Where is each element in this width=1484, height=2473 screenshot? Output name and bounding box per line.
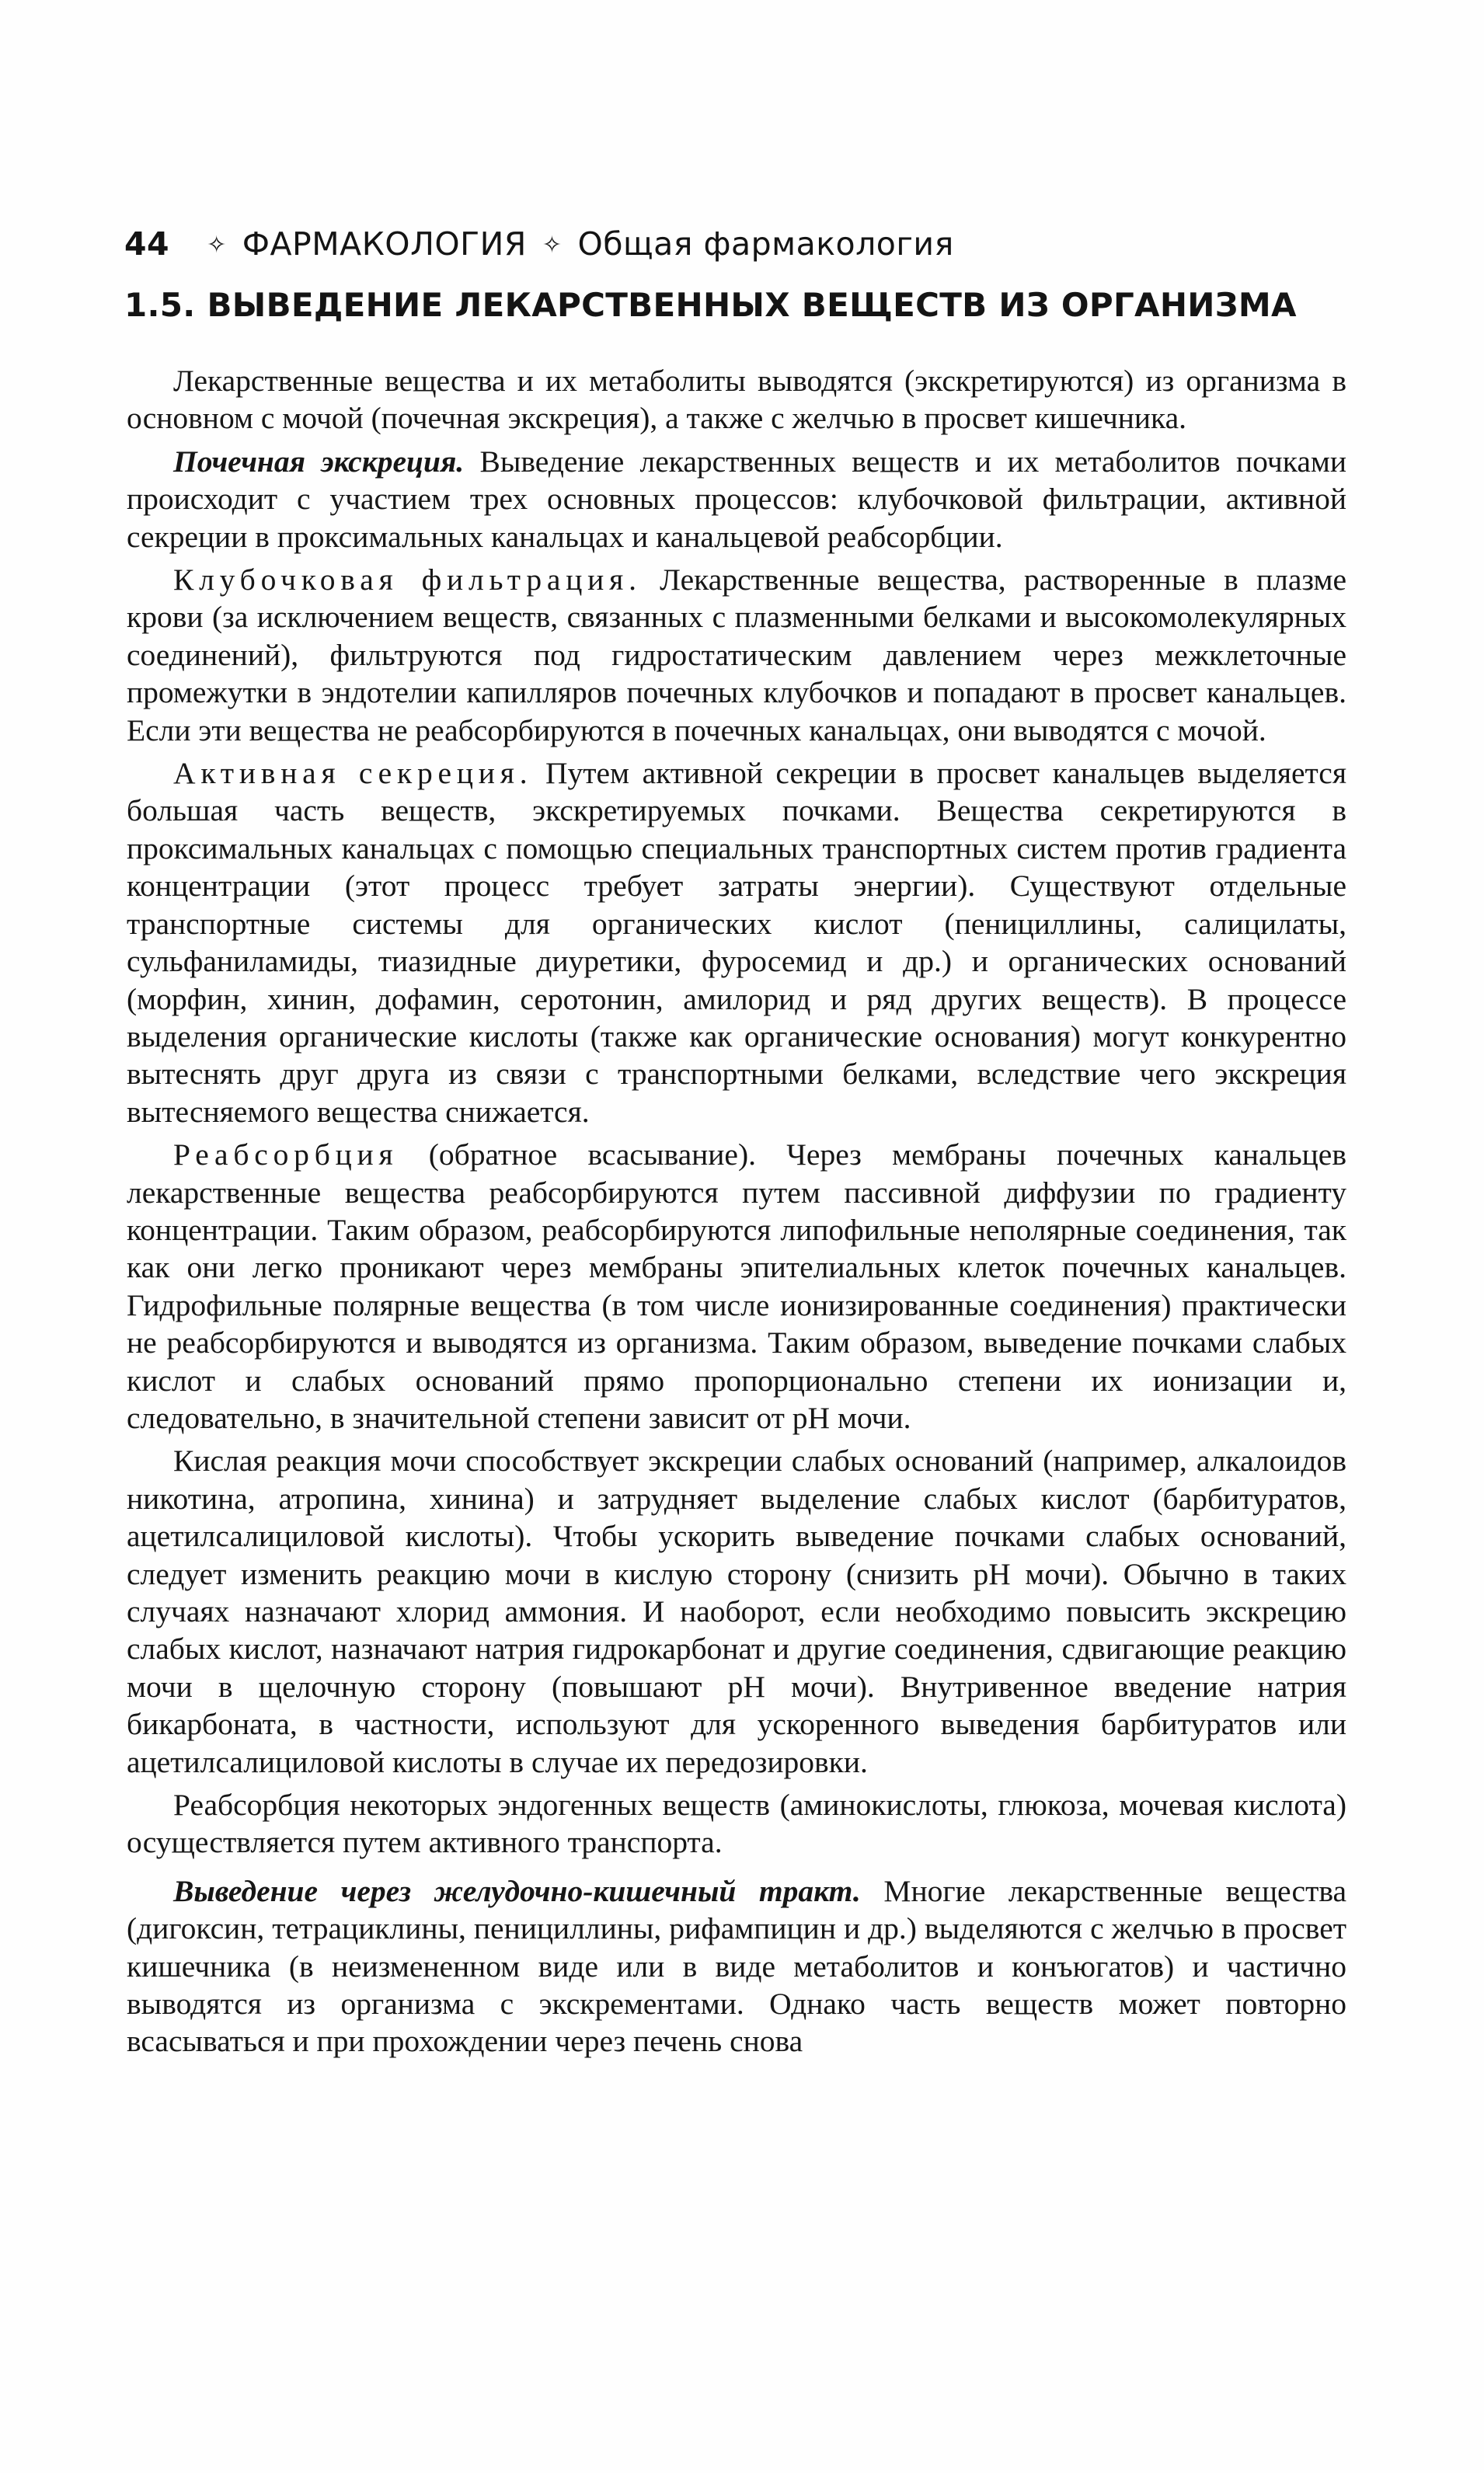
- runin-heading: Выведение через желудочно-кишечный тракт.: [173, 1873, 861, 1908]
- paragraph-renal-excretion: [127, 443, 1346, 556]
- runin-heading: Почечная экскреция.: [173, 444, 465, 479]
- paragraph-reabsorption: [127, 1136, 1346, 1437]
- paragraph-gi-tract: [127, 1872, 1346, 2060]
- spaced-term: Клубочковая фильтрация.: [173, 563, 642, 597]
- diamond-separator-icon: ✧: [542, 232, 563, 259]
- spaced-term: Реабсорбция: [173, 1137, 399, 1172]
- spaced-term: Активная секреция.: [173, 756, 533, 791]
- diamond-separator-icon: ✧: [207, 232, 227, 259]
- paragraph-text: Лекарственные вещества, растворенные в плазме крови (за исключением веществ, связанных с плазменными белками и высокомолекулярных соединений), фильтруются под гидростатическим давлением через межклеточные промежутки в эндотелии капилляров почечных клубочков и попадают в просвет канальцев. Если эти вещества не реабсорбируются в почечных канальцах, они выводятся с мочой.: [127, 563, 1346, 747]
- book-title: ФАРМАКОЛОГИЯ: [242, 225, 527, 263]
- paragraph-intro: Лекарственные вещества и их метаболиты выводятся (экскретируются) из организма в основном с мочой (почечная экскреция), а также с желчью в просвет кишечника.: [127, 364, 1346, 436]
- page-number: 44: [124, 225, 170, 263]
- paragraph-secretion: [127, 754, 1346, 1130]
- paragraph-text: Путем активной секреции в просвет канальцев выделяется большая часть веществ, экскретируемых почками. Вещества секретируются в проксимальных канальцах с помощью специальных транспортных систем против градиента концентрации (этот процесс требует затраты энергии). Существуют отдельные транспортные системы для органических кислот (пенициллины, салицилаты, сульфаниламиды, тиазидные диуретики, фуросемид и др.) и органических оснований (морфин, хинин, дофамин, серотонин, амилорид и ряд других веществ). В процессе выделения органические кислоты (также как органические основания) могут конкурентно вытеснять друг друга из связи с транспортными белками, вследствие чего экскреция вытесняемого вещества снижается.: [127, 756, 1346, 1129]
- body-text: [127, 362, 1346, 2060]
- running-head: [124, 225, 1352, 263]
- paragraph-text: Выведение лекарственных веществ и их метаболитов почками происходит с участием трех основных процессов: клубочковой фильтрации, активной секреции в проксимальных канальцах и канальцевой реабсорбции.: [127, 444, 1346, 554]
- section-title: 1.5. ВЫВЕДЕНИЕ ЛЕКАРСТВЕННЫХ ВЕЩЕСТВ ИЗ ОРГАНИЗМА: [124, 286, 1297, 324]
- paragraph-filtration: [127, 561, 1346, 749]
- paragraph-text: Многие лекарственные вещества (дигоксин, тетрациклины, пенициллины, рифампицин и др.) выделяются с желчью в просвет кишечника (в неизмененном виде или в виде метаболитов и конъюгатов) и частично выводятся из организма с экскрементами. Однако часть веществ может повторно всасываться и при прохождении через печень снова: [127, 1873, 1346, 2059]
- paragraph-text: (обратное всасывание). Через мембраны почечных канальцев лекарственные вещества реабсорбируются путем пассивной диффузии по градиенту концентрации. Таким образом, реабсорбируются липофильные неполярные соединения, так как они легко проникают через мембраны эпителиальных клеток почечных канальцев. Гидрофильные полярные вещества (в том числе ионизированные соединения) практически не реабсорбируются и выводятся из организма. Таким образом, выведение почками слабых кислот и слабых оснований прямо пропорционально степени их ионизации и, следовательно, в значительной степени зависит от pH мочи.: [127, 1137, 1346, 1435]
- part-title: Общая фармакология: [577, 225, 954, 263]
- paragraph-urine-acidity: Кислая реакция мочи способствует экскреции слабых оснований (например, алкалоидов никотина, атропина, хинина) и затрудняет выделение слабых кислот (барбитуратов, ацетилсалициловой кислоты). Чтобы ускорить выведение почками слабых оснований, следует изменить реакцию мочи в кислую сторону (снизить pH мочи). Обычно в таких случаях назначают хлорид аммония. И наоборот, если необходимо повысить экскрецию слабых кислот, назначают натрия гидрокарбонат и другие соединения, сдвигающие реакцию мочи в щелочную сторону (повышают pH мочи). Внутривенное введение натрия бикарбоната, в частности, используют для ускоренного выведения барбитуратов или ацетилсалициловой кислоты в случае их передозировки.: [127, 1444, 1346, 1779]
- paragraph-endogenous: Реабсорбция некоторых эндогенных веществ (аминокислоты, глюкоза, мочевая кислота) осуществляется путем активного транспорта.: [127, 1788, 1346, 1860]
